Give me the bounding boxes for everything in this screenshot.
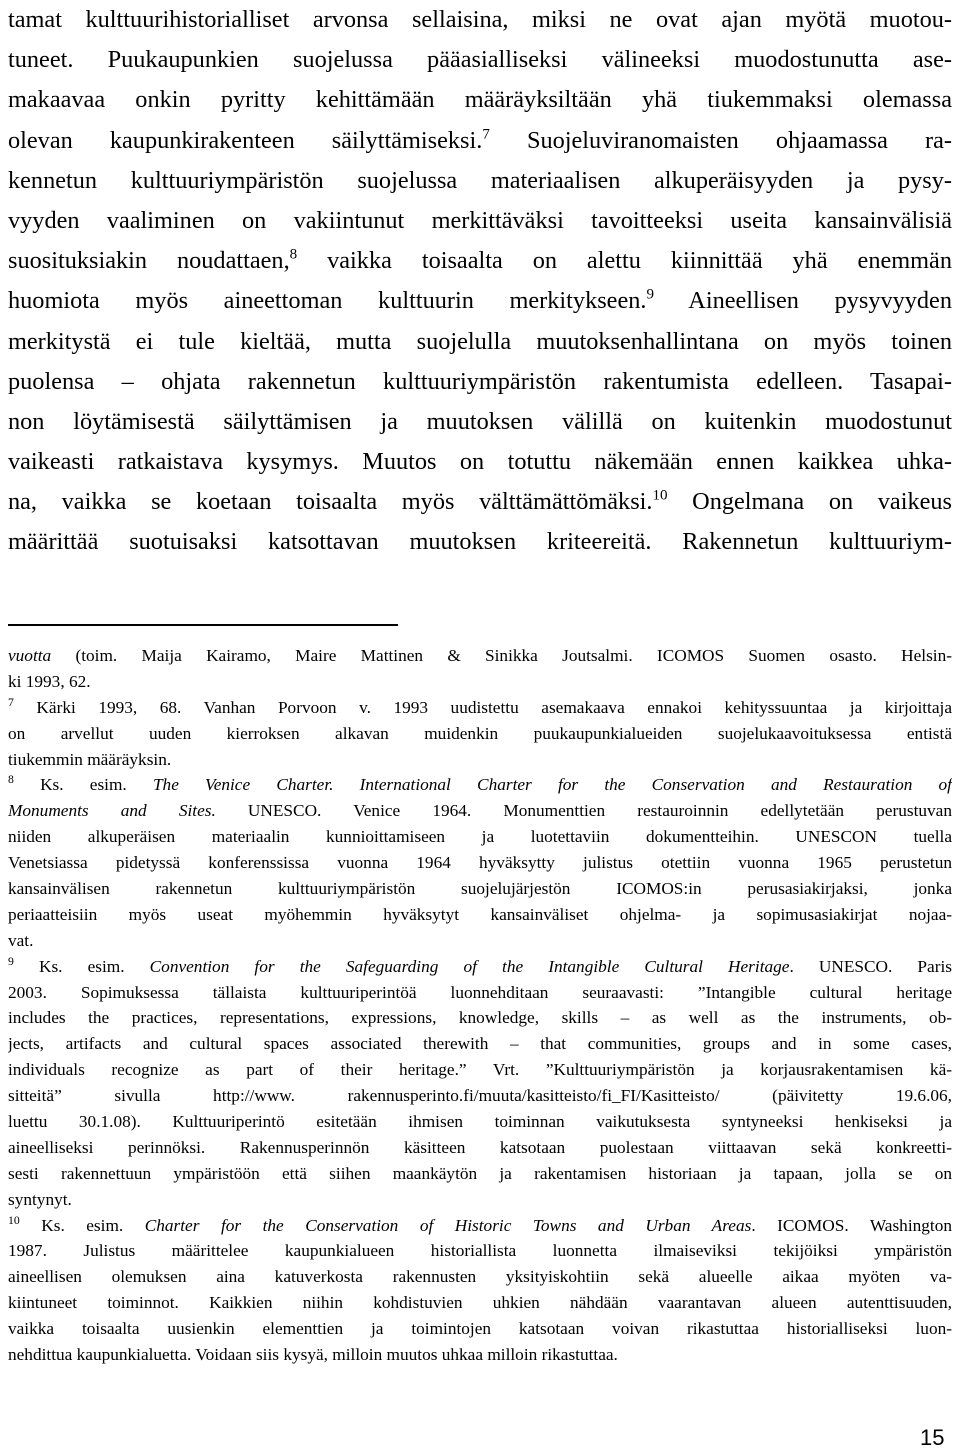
body-line: merkitystä ei tule kieltää, mutta suojelulla muutoksenhallintana on myös toinen	[8, 327, 952, 355]
footnote-text: kansainvälisen rakennetun kulttuuriympäristön suojelujärjestön ICOMOS:in perusasiakirjaksi, jonka	[8, 879, 952, 899]
footnote-separator	[8, 624, 398, 626]
body-line: vaikeasti ratkaistava kysymys. Muutos on totuttu näkemään ennen kaikkea uhka-	[8, 448, 952, 476]
footnote-line	[8, 954, 952, 980]
footnote-line	[8, 747, 952, 773]
footnote-text: Ks. esim.	[13, 775, 153, 795]
footnote-text: luettu 30.1.08). Kulttuuriperintö esitetään ihmisen toiminnan vaikutuksesta syntyneeksi henkiseksi ja	[8, 1112, 952, 1132]
footnote-text: Venetsiassa pidetyssä konferenssissa vuonna 1964 hyväksytty julistus otettiin vuonna 1965 perustetun	[8, 853, 952, 873]
footnote-text: Ks. esim.	[19, 1215, 145, 1235]
footnote-text: niiden alkuperäisen materiaalin kunnioittamiseen ja luotettaviin dokumentteihin. UNESCON tuella	[8, 827, 952, 847]
footnote-title: vuotta	[8, 646, 52, 665]
footnote-number: 10	[8, 1213, 20, 1227]
body-line: non löytämisestä säilyttämisen ja muutoksen välillä on kuitenkin muodostunut	[8, 407, 952, 435]
footnote-text: (toim. Maija Kairamo, Maire Mattinen & Sinikka Joutsalmi. ICOMOS Suomen osasto. Helsin-	[51, 646, 952, 665]
footnote-line	[8, 824, 952, 850]
footnote-text: jects, artifacts and cultural spaces associated therewith – that communities, groups and in some cases,	[8, 1034, 952, 1054]
footnote-text: vat.	[8, 930, 34, 950]
footnote-line	[8, 695, 952, 721]
footnote-line	[8, 643, 952, 669]
footnote-line	[8, 980, 952, 1006]
body-line: kennetun kulttuuriympäristön suojelussa materiaalisen alkuperäisyyden ja pysy-	[8, 166, 952, 194]
footnote-text: aineellisen olemuksen aina katuverkosta rakennusten yksityiskohtiin sekä alueelle aikaa myöten va-	[8, 1267, 952, 1287]
footnote-line	[8, 1005, 952, 1031]
body-paragraph	[8, 0, 952, 563]
footnote-line	[8, 1057, 952, 1083]
footnote-text: Ks. esim.	[13, 956, 150, 976]
footnote-text: UNESCO. Venice 1964. Monumenttien restauroinnin edellytetään perustuvan	[215, 801, 952, 821]
footnote-number: 9	[8, 954, 14, 968]
footnote-line	[8, 721, 952, 747]
body-line	[8, 121, 952, 161]
body-line	[8, 241, 952, 281]
footnote-text: nehdittua kaupunkialuetta. Voidaan siis kysyä, milloin muutos uhkaa milloin rikastuttaa.	[8, 1345, 618, 1365]
footnote-line	[8, 1290, 952, 1316]
footnote-line	[8, 928, 952, 954]
footnotes	[8, 643, 952, 1368]
footnote-reference: 10	[652, 487, 668, 504]
footnote-line	[8, 1109, 952, 1135]
footnote-text: periaatteisiin myös useat myöhemmin hyväksytyt kansainväliset ohjelma- ja sopimusasiakirjat nojaa-	[8, 904, 952, 924]
page-number: 15	[920, 1425, 945, 1450]
body-text-segment: na, vaikka se koetaan toisaalta myös välttämättömäksi.	[8, 488, 653, 516]
body-line: määrittää suotuisaksi katsottavan muutoksen kriteereitä. Rakennetun kulttuuriym-	[8, 528, 952, 556]
footnote-text: individuals recognize as part of their heritage.” Vrt. ”Kulttuuriympäristön ja korjausrakentamisen kä-	[8, 1060, 952, 1080]
body-text-segment: olevan kaupunkirakenteen säilyttämiseksi.	[8, 126, 483, 154]
footnote-line	[8, 1213, 952, 1239]
footnote-number: 7	[8, 695, 14, 709]
footnote-text: ki 1993, 62.	[8, 671, 91, 691]
footnote-line	[8, 669, 952, 695]
footnote-line	[8, 1316, 952, 1342]
body-text-segment: Ongelmana on vaikeus	[667, 488, 952, 516]
footnote-title: Charter for the Conservation of Historic Towns and Urban Areas	[144, 1215, 752, 1235]
footnote-title: The Venice Charter. International Charter for the Conservation and Restauration of	[152, 775, 952, 795]
footnote-line	[8, 1135, 952, 1161]
body-line: puolensa – ohjata rakennetun kulttuuriympäristön rakentumista edelleen. Tasapai-	[8, 367, 952, 395]
footnote-reference: 7	[482, 126, 490, 143]
footnote-text: 1987. Julistus määrittelee kaupunkialueen historiallista luonnetta ilmaiseviksi tekijöiksi ympäristön	[8, 1241, 952, 1261]
footnote-text: sitteitä” sivulla http://www. rakennusperinto.fi/muuta/kasitteisto/fi_FI/Kasitteisto/ (päivitetty 19.6.06,	[8, 1086, 952, 1106]
body-line: tamat kulttuurihistorialliset arvonsa sellaisina, miksi ne ovat ajan myötä muotou-	[8, 6, 952, 33]
body-line	[8, 482, 952, 522]
footnote-text: on arvellut uuden kierroksen alkavan muidenkin puukaupunkialueiden suojelukaavoituksessa entistä	[8, 723, 952, 743]
footnote-line	[8, 1342, 952, 1368]
footnote-line	[8, 1187, 952, 1213]
body-text-segment: Suojeluviranomaisten ohjaamassa ra-	[489, 126, 952, 154]
footnote-text: sesti rakennettuun ympäristöön että siihen maankäytön ja rakentamisen historiaan ja tapaan, jolla se on	[8, 1163, 952, 1183]
body-line	[8, 281, 952, 321]
footnote-reference: 8	[289, 246, 298, 263]
footnote-reference: 9	[646, 286, 654, 303]
body-text-segment: vaikka toisaalta on alettu kiinnittää yhä enemmän	[297, 247, 952, 275]
body-text-segment: suosituksiakin noudattaen,	[8, 247, 290, 275]
body-line: vyyden vaaliminen on vakiintunut merkittäväksi tavoitteeksi useita kansainvälisiä	[8, 206, 952, 234]
footnote-text: tiukemmin määräyksin.	[8, 749, 172, 769]
footnote-text: Kärki 1993, 68. Vanhan Porvoon v. 1993 uudistettu asemakaava ennakoi kehityssuuntaa ja kirjoittaja	[13, 697, 952, 717]
footnote-line	[8, 850, 952, 876]
footnote-number: 8	[8, 773, 14, 787]
body-text-segment: huomiota myös aineettoman kulttuurin merkitykseen.	[8, 287, 647, 315]
footnote-title: Convention for the Safeguarding of the Intangible Cultural Heritage	[149, 956, 790, 976]
body-text-segment: Aineellisen pysyvyyden	[654, 287, 952, 315]
footnote-text: . ICOMOS. Washington	[751, 1215, 952, 1235]
footnote-text: vaikka toisaalta uusienkin elementtien ja toimintojen katsotaan voivan rikastuttaa historialliseksi luon-	[8, 1319, 952, 1339]
footnote-line	[8, 1238, 952, 1264]
body-line: tuneet. Puukaupunkien suojelussa pääasialliseksi välineeksi muodostunutta ase-	[8, 46, 952, 74]
footnote-text: 2003. Sopimuksessa tällaista kulttuuriperintöä luonnehditaan seuraavasti: ”Intangible cultural heritage	[8, 982, 952, 1002]
footnote-line	[8, 1264, 952, 1290]
footnote-line	[8, 876, 952, 902]
footnote-line	[8, 1161, 952, 1187]
body-line: makaavaa onkin pyritty kehittämään määräyksiltään yhä tiukemmaksi olemassa	[8, 86, 952, 114]
footnote-text: aineelliseksi perinnöksi. Rakennusperinnön käsitteen katsotaan puolestaan viittaavan sekä konkreetti-	[8, 1137, 952, 1157]
footnote-title: Monuments and Sites.	[8, 801, 216, 821]
footnote-line	[8, 902, 952, 928]
footnote-text: . UNESCO. Paris	[789, 956, 952, 976]
footnote-line	[8, 798, 952, 824]
footnote-text: kiintuneet toiminnot. Kaikkien niihin kohdistuvien uhkien nähdään vaarantavan alueen autenttisuuden,	[8, 1293, 952, 1313]
footnote-line	[8, 1083, 952, 1109]
footnote-text: includes the practices, representations, expressions, knowledge, skills – as well as the instruments, ob-	[8, 1008, 952, 1028]
footnote-line	[8, 1031, 952, 1057]
footnote-text: syntynyt.	[8, 1189, 72, 1209]
footnote-line	[8, 772, 952, 798]
